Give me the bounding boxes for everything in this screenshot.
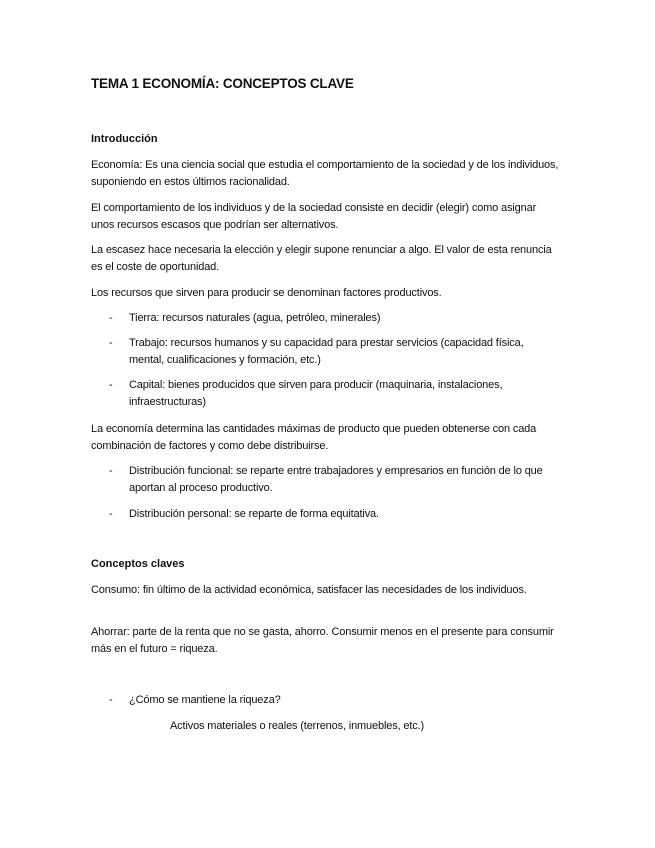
page-title: TEMA 1 ECONOMÍA: CONCEPTOS CLAVE [91, 76, 354, 91]
list-item-text: Distribución funcional: se reparte entre trabajadores y empresarios en función de lo que aportan al proceso productivo. [129, 465, 543, 494]
section-heading-intro: Introducción [91, 133, 158, 145]
bullet-dash: - [109, 379, 113, 391]
paragraph-activos: Activos materiales o reales (terrenos, inmuebles, etc.) [170, 720, 425, 732]
list-item-riqueza-question [91, 692, 561, 709]
paragraph-factores: Los recursos que sirven para producir se denominan factores productivos. [91, 287, 442, 299]
list-item-capital [91, 377, 561, 411]
list-item-text: Tierra: recursos naturales (agua, petróleo, minerales) [129, 312, 381, 324]
list-item-text: Trabajo: recursos humanos y su capacidad para prestar servicios (capacidad física, mental, cualificaciones y formación, etc.) [129, 337, 524, 366]
bullet-dash: - [109, 312, 113, 324]
list-item-text: ¿Cómo se mantiene la riqueza? [129, 694, 281, 706]
list-item-distribucion-personal [91, 506, 561, 523]
list-item-trabajo [91, 335, 561, 369]
list-item-tierra [91, 310, 561, 327]
list-item-text: Distribución personal: se reparte de forma equitativa. [129, 508, 379, 520]
bullet-dash: - [109, 337, 113, 349]
section-heading-concepts: Conceptos claves [91, 558, 185, 570]
bullet-dash: - [109, 508, 113, 520]
paragraph-consumo: Consumo: fin último de la actividad económica, satisfacer las necesidades de los individuos. [91, 584, 527, 596]
bullet-dash: - [109, 465, 113, 477]
paragraph-ahorrar: Ahorrar: parte de la renta que no se gasta, ahorro. Consumir menos en el presente para consumir más en el futuro = riqueza. [91, 626, 554, 655]
list-item-text: Capital: bienes producidos que sirven para producir (maquinaria, instalaciones, infraestructuras) [129, 379, 503, 408]
paragraph-escasez: La escasez hace necesaria la elección y elegir supone renunciar a algo. El valor de esta renuncia es el coste de oportunidad. [91, 244, 552, 273]
paragraph-economia-definition: Economía: Es una ciencia social que estudia el comportamiento de la sociedad y de los individuos, suponiendo en estos últimos racionalidad. [91, 159, 559, 188]
paragraph-distribucion-intro: La economía determina las cantidades máximas de producto que pueden obtenerse con cada combinación de factores y como debe distribuirse. [91, 423, 537, 452]
bullet-dash: - [109, 694, 113, 706]
paragraph-comportamiento: El comportamiento de los individuos y de la sociedad consiste en decidir (elegir) como asignar unos recursos escasos que podrían ser alternativos. [91, 202, 537, 231]
list-item-distribucion-funcional [91, 463, 561, 497]
